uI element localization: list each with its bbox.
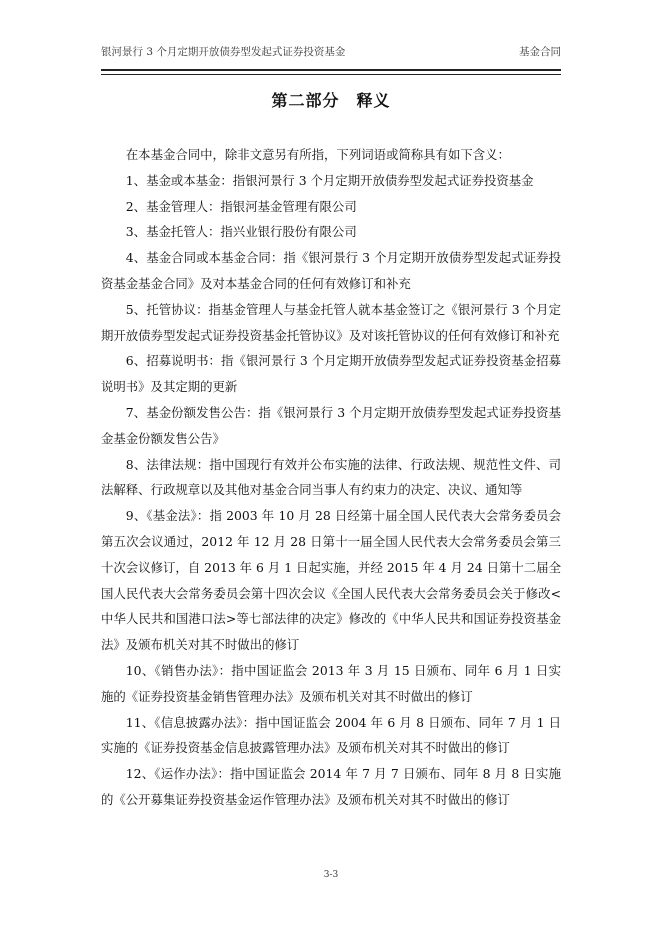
definition-paragraph: 12、《运作办法》：指中国证监会 2014 年 7 月 7 日颁布、同年 8 月 8 日实施的《公开募集证券投资基金运作管理办法》及颁布机关对其不时做出的修订	[101, 766, 561, 807]
definition-paragraph: 3、基金托管人：指兴业银行股份有限公司	[125, 224, 357, 240]
header-fund-name: 银河景行 3 个月定期开放债券型发起式证券投资基金	[101, 46, 346, 58]
document-body	[101, 142, 561, 813]
definition-paragraph: 1、基金或本基金：指银河景行 3 个月定期开放债券型发起式证券投资基金	[125, 172, 534, 188]
definition-paragraph: 6、招募说明书：指《银河景行 3 个月定期开放债券型发起式证券投资基金招募说明书》及其定期的更新	[101, 353, 561, 395]
definition-paragraph: 9、《基金法》：指 2003 年 10 月 28 日经第十届全国人民代表大会常务委员会第五次会议通过，2012 年 12 月 28 日第十一届全国人民代表大会常务委员会第三十次会议修订，自 2013 年 6 月 1 日起实施，并经 2015 年 4 月 24 日第十二届全国人民代表大会常务委员会第十四次会议《全国人民代表大会常务委员会关于修改<中华人民共和国港口法>等七部法律的决定》修改的《中华人民共和国证券投资基金法》及颁布机关对其不时做出的修订	[101, 508, 561, 653]
definition-paragraph: 5、托管协议：指基金管理人与基金托管人就本基金签订之《银河景行 3 个月定期开放债券型发起式证券投资基金托管协议》及对该托管协议的任何有效修订和补充	[101, 301, 561, 343]
page-number: 3-3	[323, 870, 339, 880]
definition-paragraph: 7、基金份额发售公告：指《银河景行 3 个月定期开放债券型发起式证券投资基金基金份额发售公告》	[101, 404, 561, 446]
section-title: 第二部分 释义	[271, 91, 391, 110]
header-rule-thick	[101, 69, 561, 71]
definition-paragraph: 8、法律法规：指中国现行有效并公布实施的法律、行政法规、规范性文件、司法解释、行政规章以及其他对基金合同当事人有约束力的决定、决议、通知等	[101, 456, 561, 498]
header-doc-type: 基金合同	[519, 46, 561, 58]
page-header	[101, 44, 561, 64]
intro-paragraph: 在本基金合同中，除非文意另有所指，下列词语或简称具有如下含义：	[125, 147, 510, 162]
definition-paragraph: 11、《信息披露办法》：指中国证监会 2004 年 6 月 8 日颁布、同年 7 月 1 日实施的《证券投资基金信息披露管理办法》及颁布机关对其不时做出的修订	[101, 714, 561, 756]
header-rule-thin	[101, 74, 561, 75]
definition-paragraph: 4、基金合同或本基金合同：指《银河景行 3 个月定期开放债券型发起式证券投资基金基金合同》及对本基金合同的任何有效修订和补充	[101, 250, 561, 291]
definition-paragraph: 2、基金管理人：指银河基金管理有限公司	[125, 198, 357, 214]
definition-paragraph: 10、《销售办法》：指中国证监会 2013 年 3 月 15 日颁布、同年 6 月 1 日实施的《证券投资基金销售管理办法》及颁布机关对其不时做出的修订	[101, 662, 561, 704]
